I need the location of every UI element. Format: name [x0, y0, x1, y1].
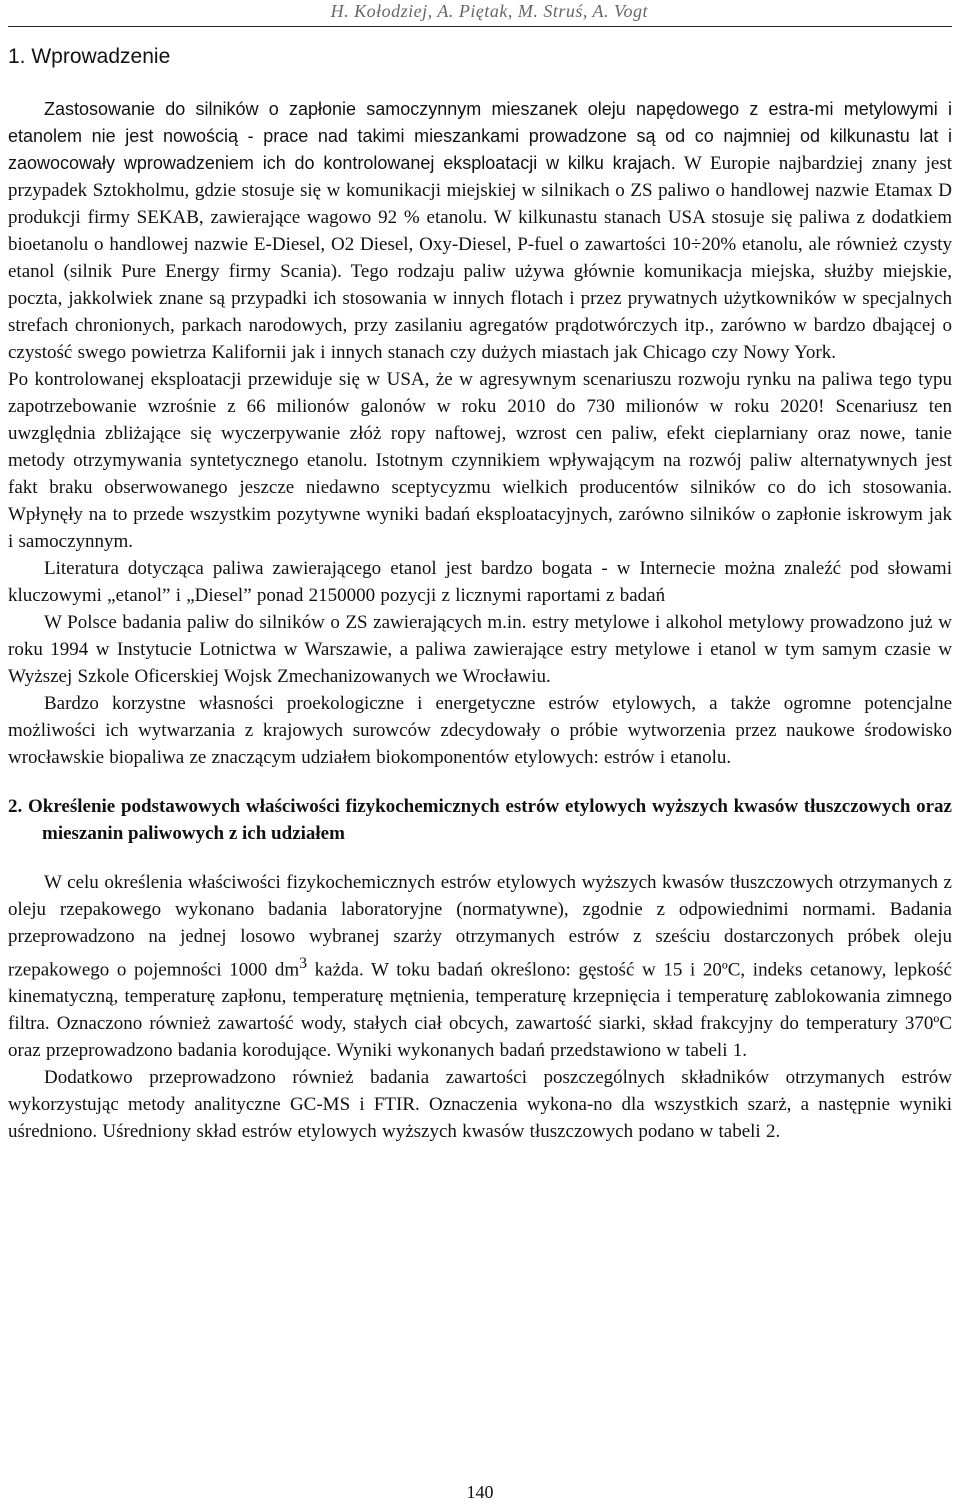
paragraph-intro [8, 96, 952, 366]
running-head-authors: H. Kołodziej, A. Piętak, M. Struś, A. Vogt [330, 1, 648, 21]
paragraph-methods-part-2: każda. W toku badań określono: gęstość w 15 i 20ºC, indeks cetanowy, lepkość kinematyczną, temperaturę zapłonu, temperaturę mętnienia, temperaturę krzepnięcia i temperaturę zablokowania zimnego filtra. Oznaczono również zawartość wody, stałych ciał obcych, zawartość siarki, skład frakcyjny do temperatury 370ºC oraz przeprowadzono badania korodujące. Wyniki wykonanych badań przedstawiono w tabeli 1. [8, 959, 952, 1062]
paragraph-intro-part-2: W Europie najbardziej znany jest przypadek Sztokholmu, gdzie stosuje się w komunikacji miejskiej w silnikach o ZS paliwo o handlowej nazwie Etamax D produkcji firmy SEKAB, zawierające wagowo 92 % etanolu. [8, 153, 952, 228]
header-divider [8, 26, 952, 27]
page-number: 140 [466, 1482, 494, 1502]
superscript-cube: 3 [299, 955, 308, 972]
paragraph-analysis: Dodatkowo przeprowadzono również badania zawartości poszczególnych składników otrzymanych estrów wykorzystując metody analityczne GC-MS i FTIR. Oznaczenia wykona-no dla wszystkich szarż, a następnie wyniki uśredniono. Uśredniony skład estrów etylowych wyższych kwasów tłuszczowych podano w tabeli 2. [8, 1067, 952, 1143]
paragraph-ecology: Bardzo korzystne własności proekologiczne i energetyczne estrów etylowych, a także ogromne potencjalne możliwości ich wytwarzania z krajowych surowców zdecydowały o próbie wytworzenia przez naukowe środowisko wrocławskie biopaliwa ze znaczącym udziałem biokomponentów etylowych: estrów i etanolu. [8, 693, 952, 768]
paragraph-intro-part-3: W kilkunastu stanach USA stosuje się paliwa z dodatkiem bioetanolu o handlowej nazwie E-Diesel, O2 Diesel, Oxy-Diesel, P-fuel o zawartości 10÷20% etanolu, ale również czysty etanol (silnik Pure Energy firmy Scania). Tego rodzaju paliw używa głównie komunikacja miejska, służby miejskie, poczta, jakkolwiek znane są przypadki ich stosowania w innych flotach i przez prywatnych użytkowników w specjalnych strefach chronionych, parkach narodowych, przy zasilaniu agregatów prądotwórczych itp., zarówno w bardzo dbającej o czystość swego powietrza Kalifornii jak i innych stanach czy dużych miastach jak Chicago czy Nowy York. [8, 207, 952, 363]
paragraph-intro-part-1: Zastosowanie do silników o zapłonie samoczynnym mieszanek oleju napędowego z estra-mi metylowymi i etanolem nie jest nowością - prace nad takimi mieszankami prowadzone są od co najmniej od kilkunastu lat i zaowocowały wprowadzeniem ich do kontrolowanej eksploatacji w kilku krajach. [8, 99, 952, 173]
section-1-title: 1. Wprowadzenie [8, 45, 171, 68]
paragraph-literature: Literatura dotycząca paliwa zawierającego etanol jest bardzo bogata - w Internecie można znaleźć pod słowami kluczowymi „etanol” i „Diesel” ponad 2150000 pozycji z licznymi raportami z badań [8, 558, 952, 606]
article-body [8, 96, 952, 1145]
paragraph-methods [8, 869, 952, 1064]
paragraph-poland: W Polsce badania paliw do silników o ZS zawierających m.in. estry metylowe i alkohol metylowy prowadzono już w roku 1994 w Instytucie Lotnictwa w Warszawie, a paliwa zawierające estry metylowe i etanol w tym samym czasie w Wyższej Szkole Oficerskiej Wojsk Zmechanizowanych we Wrocławiu. [8, 612, 952, 687]
paragraph-methods-part-1: W celu określenia właściwości fizykochemicznych estrów etylowych wyższych kwasów tłuszczowych otrzymanych z oleju rzepakowego wykonano badania laboratoryjne (normatywne), zgodnie z odpowiednimi normami. Badania przeprowadzono na jednej losowo wybranej szarży otrzymanych estrów z sześciu dostarczonych próbek oleju rzepakowego o pojemności 1000 dm [8, 872, 952, 981]
section-2-title: 2. Określenie podstawowych właściwości fizykochemicznych estrów etylowych wyższych kwasów tłuszczowych oraz mieszanin paliwowych z ich udziałem [8, 796, 952, 844]
paragraph-usa-forecast: Po kontrolowanej eksploatacji przewiduje się w USA, że w agresywnym scenariuszu rozwoju rynku na paliwa tego typu zapotrzebowanie wzrośnie z 66 milionów galonów w roku 2010 do 730 milionów w roku 2020! Scenariusz ten uwzględnia zbliżające się wyczerpywanie złóż ropy naftowej, wzrost cen paliw, efekt cieplarniany oraz nowe, tanie metody otrzymywania syntetycznego etanolu. Istotnym czynnikiem wpływającym na rozwój paliw alternatywnych jest fakt braku obserwowanego jeszcze niedawno sceptycyzmu wielkich producentów silników co do ich stosowania. Wpłynęły na to przede wszystkim pozytywne wyniki badań eksploatacyjnych, zarówno silników o zapłonie iskrowym jak i samoczynnym. [8, 369, 952, 552]
